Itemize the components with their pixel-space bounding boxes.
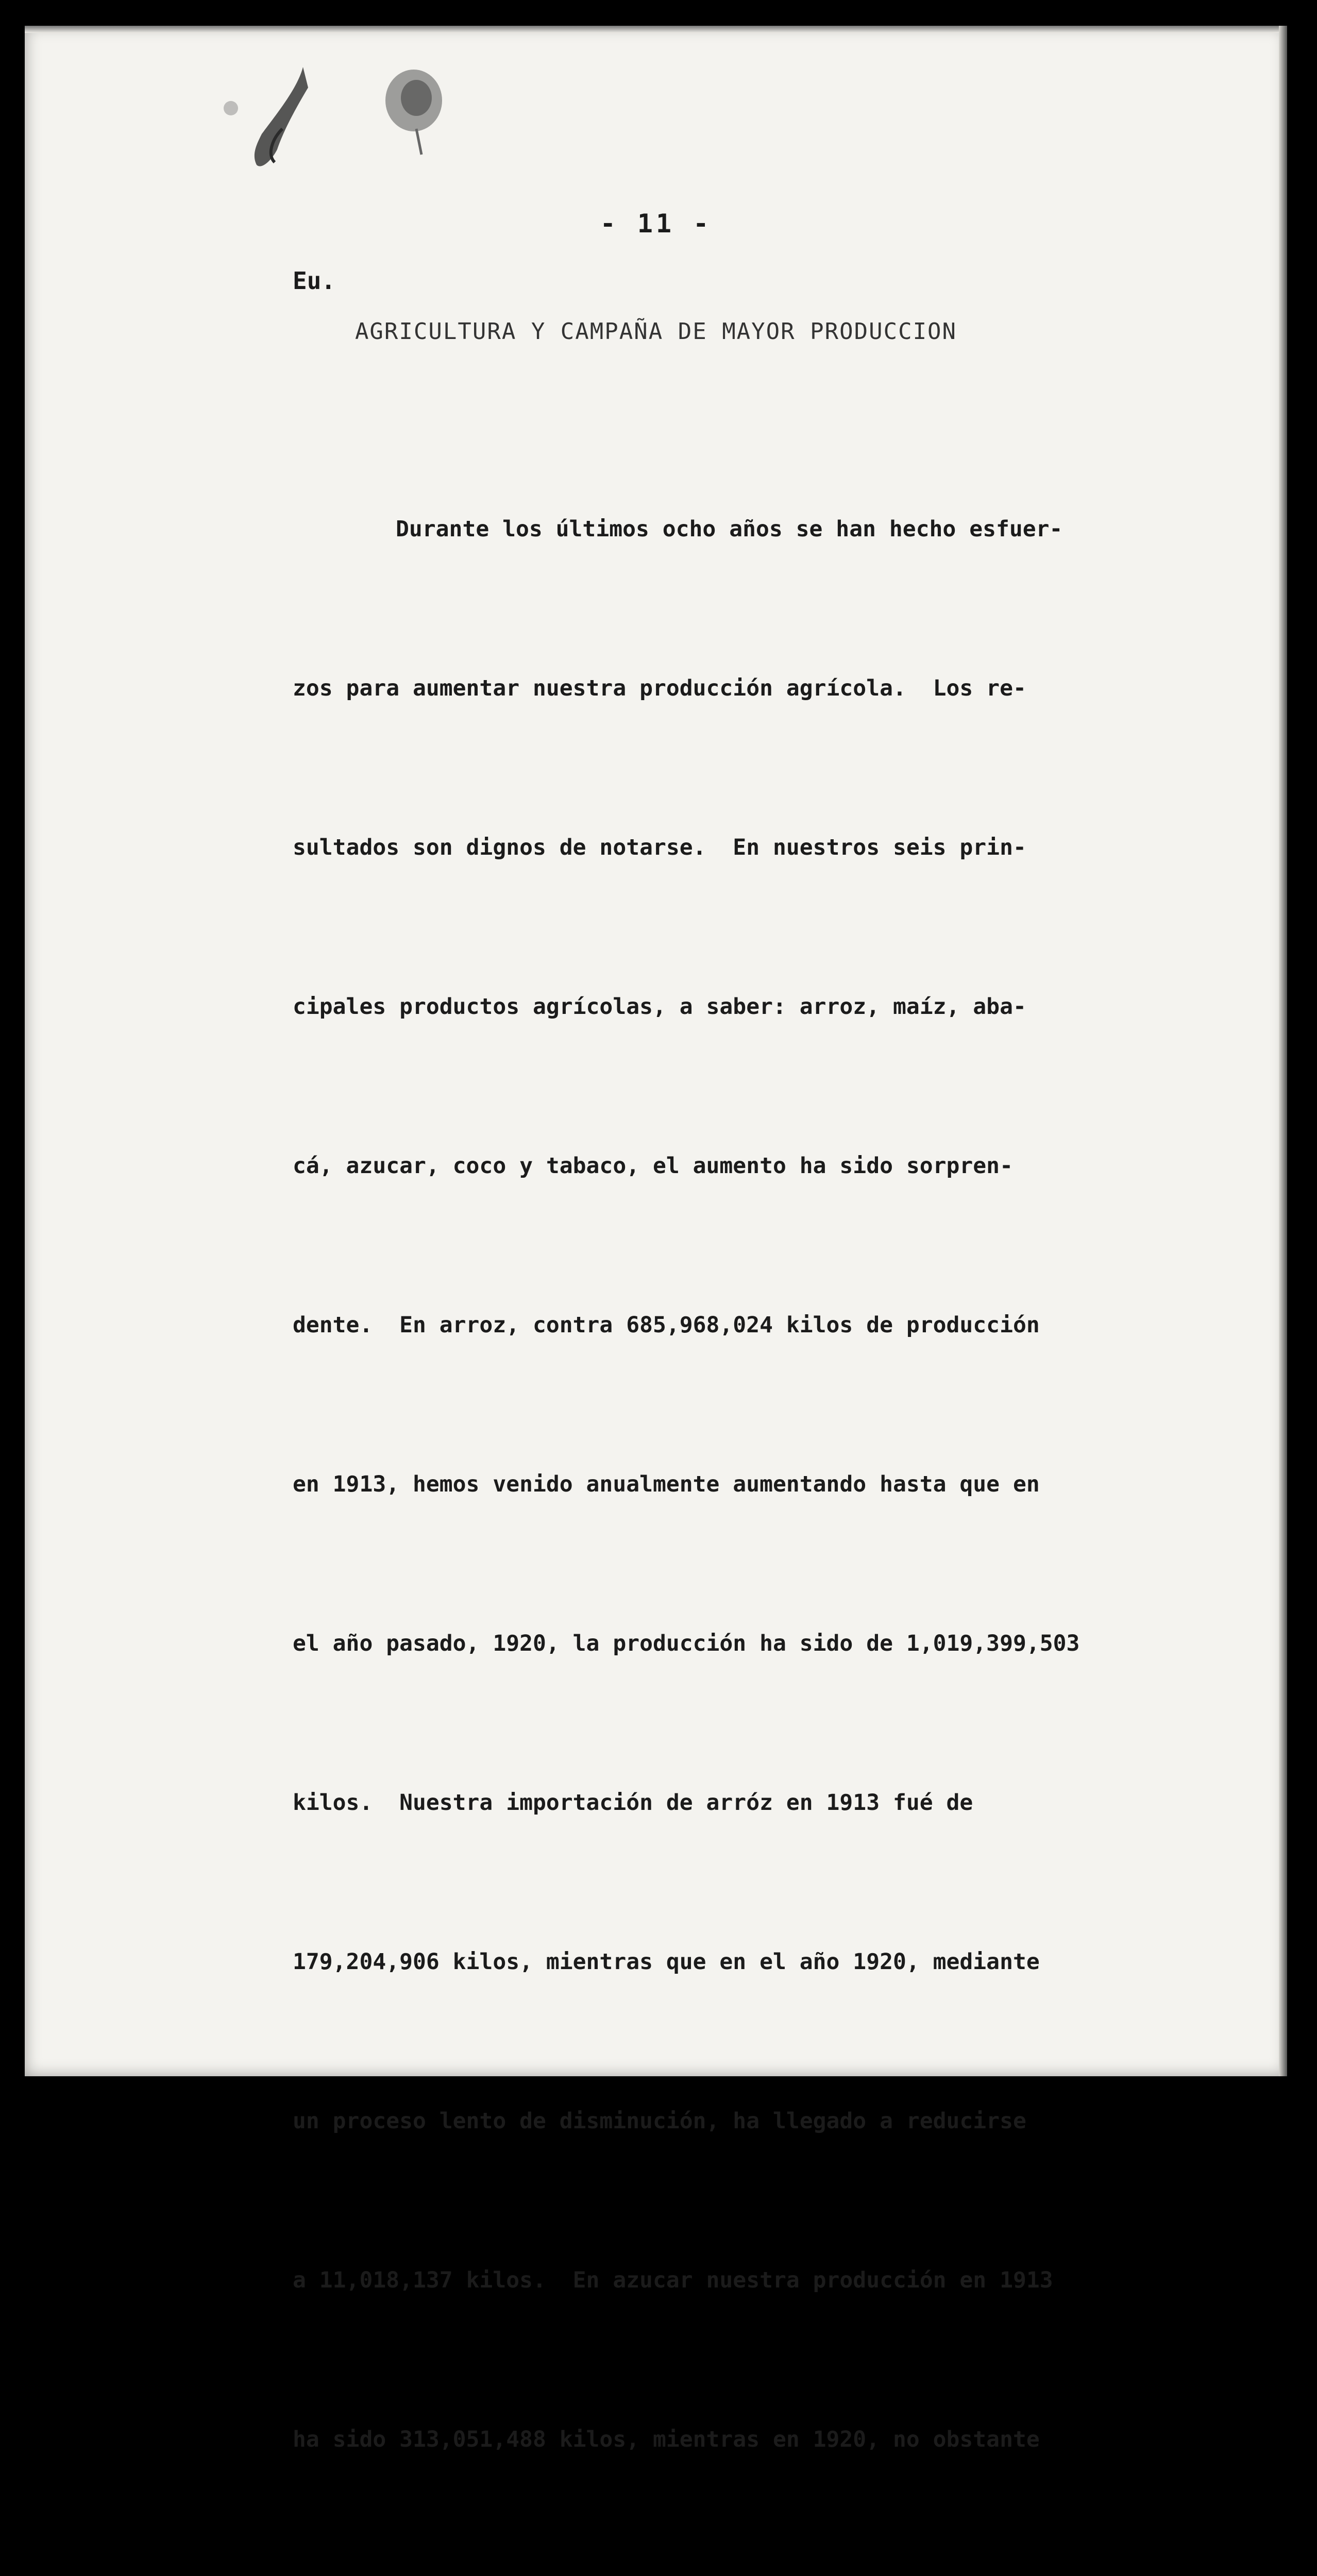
text-line: 179,204,906 kilos, mientras que en el año 1920, mediante [293, 1949, 1040, 1975]
document-page [25, 26, 1287, 2452]
text-line: en 1913, hemos venido anualmente aumentando hasta que en [293, 1471, 1040, 1497]
text-line: sultados son dignos de notarse. En nuestros seis prin- [293, 835, 1026, 860]
initials: Eu. [293, 267, 336, 295]
section-heading: AGRICULTURA Y CAMPAÑA DE MAYOR PRODUCCION [354, 318, 957, 345]
text-line: ha sido 313,051,488 kilos, mientras en 1920, no obstante [293, 2427, 1040, 2452]
document-body [293, 397, 1215, 2576]
text-line: zos para aumentar nuestra producción agrícola. Los re- [293, 675, 1026, 701]
text-line: cá, azucar, coco y tabaco, el aumento ha sido sorpren- [293, 1153, 1013, 1179]
ink-mark-icon [221, 52, 488, 185]
paragraph [293, 397, 1215, 2576]
text-line: Durante los últimos ocho años se han hecho esfuer- [396, 516, 1063, 542]
page-edge-top [25, 26, 1287, 33]
text-line: dente. En arroz, contra 685,968,024 kilos de producción [293, 1312, 1040, 1338]
text-line: el año pasado, 1920, la producción ha sido de 1,019,399,503 [293, 1631, 1080, 1656]
text-line: cipales productos agrícolas, a saber: arroz, maíz, aba- [293, 994, 1026, 1020]
page-number: - 11 - [600, 209, 712, 239]
text-line [293, 2572, 1215, 2576]
text-line: un proceso lento de disminución, ha llegado a reducirse [293, 2108, 1026, 2134]
text-line: a 11,018,137 kilos. En azucar nuestra producción en 1913 [293, 2267, 1053, 2293]
text-line: kilos. Nuestra importación de arróz en 1913 fué de [293, 1790, 973, 1816]
